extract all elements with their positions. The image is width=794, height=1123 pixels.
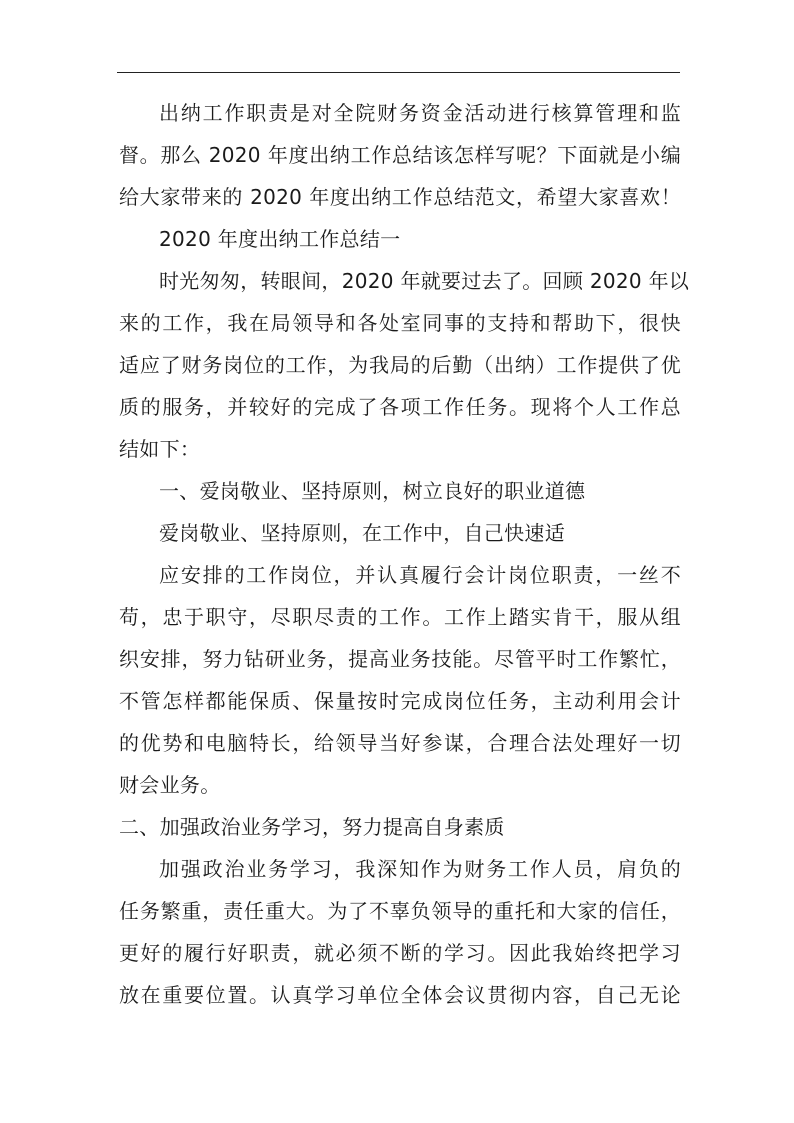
paragraph-line: 织安排，努力钻研业务，提高业务技能。尽管平时工作繁忙， bbox=[119, 647, 681, 671]
paragraph-line: 不管怎样都能保质、保量按时完成岗位任务，主动利用会计 bbox=[119, 689, 681, 713]
paragraph-line: 放在重要位置。认真学习单位全体会议贯彻内容，自己无论 bbox=[119, 983, 681, 1007]
paragraph-line: 来的工作，我在局领导和各处室同事的支持和帮助下，很快 bbox=[119, 311, 681, 335]
paragraph-line: 质的服务，并较好的完成了各项工作任务。现将个人工作总 bbox=[119, 395, 681, 419]
paragraph-line: 更好的履行好职责，就必须不断的学习。因此我始终把学习 bbox=[119, 941, 681, 965]
section-heading: 二、加强政治业务学习，努力提高自身素质 bbox=[119, 815, 505, 839]
paragraph-line: 任务繁重，责任重大。为了不辜负领导的重托和大家的信任， bbox=[119, 899, 681, 923]
paragraph-line: 应安排的工作岗位，并认真履行会计岗位职责，一丝不 bbox=[159, 563, 681, 587]
paragraph-line: 结如下： bbox=[119, 437, 201, 461]
document-body bbox=[119, 92, 690, 1016]
section-heading: 一、爱岗敬业、坚持原则，树立良好的职业道德 bbox=[159, 479, 586, 503]
paragraph-line: 适应了财务岗位的工作，为我局的后勤（出纳）工作提供了优 bbox=[119, 353, 681, 377]
paragraph-line: 给大家带来的 2020 年度出纳工作总结范文，希望大家喜欢！ bbox=[119, 185, 681, 209]
paragraph-line: 苟，忠于职守，尽职尽责的工作。工作上踏实肯干，服从组 bbox=[119, 605, 681, 629]
header-rule bbox=[117, 72, 680, 73]
paragraph-line: 爱岗敬业、坚持原则，在工作中，自己快速适 bbox=[159, 521, 565, 545]
paragraph-line: 出纳工作职责是对全院财务资金活动进行核算管理和监 bbox=[159, 101, 681, 125]
paragraph-line: 的优势和电脑特长，给领导当好参谋，合理合法处理好一切 bbox=[119, 731, 681, 755]
paragraph-line: 财会业务。 bbox=[119, 773, 221, 797]
paragraph-line: 加强政治业务学习，我深知作为财务工作人员，肩负的 bbox=[159, 857, 681, 881]
section-heading: 2020 年度出纳工作总结一 bbox=[159, 227, 401, 251]
paragraph-line: 时光匆匆，转眼间，2020 年就要过去了。回顾 2020 年以 bbox=[159, 269, 690, 293]
paragraph-line: 督。那么 2020 年度出纳工作总结该怎样写呢？下面就是小编 bbox=[119, 143, 681, 167]
